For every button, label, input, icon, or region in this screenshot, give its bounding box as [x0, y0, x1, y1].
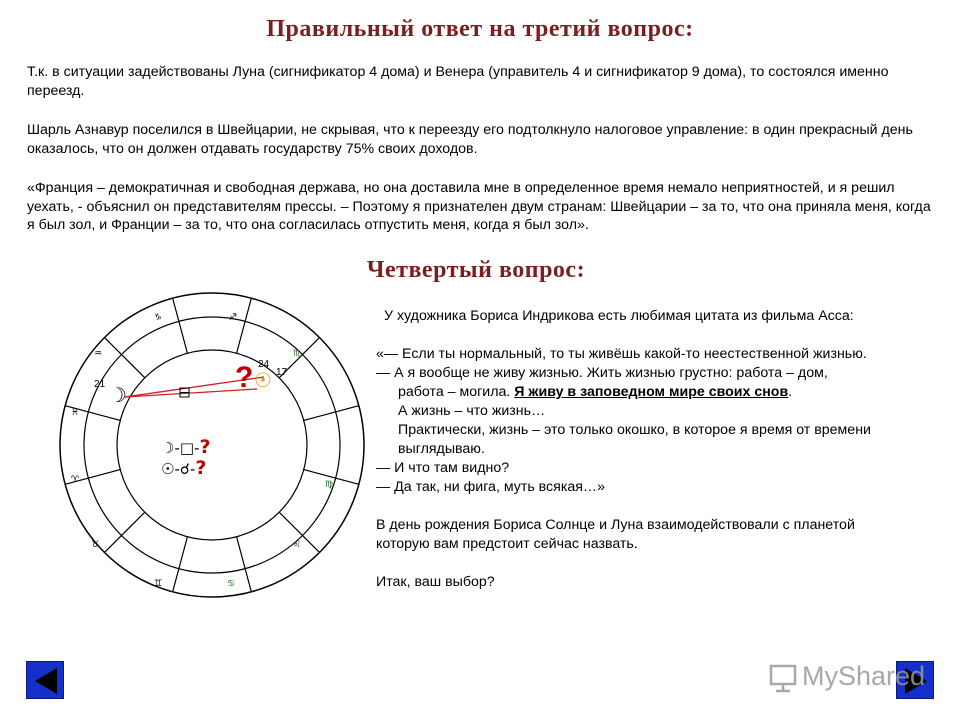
task-line-1: В день рождения Бориса Солнце и Луна взаимодействовали с планетой [376, 517, 855, 533]
arrow-left-icon [27, 662, 65, 700]
question-text [376, 307, 946, 592]
house-divider-line [237, 537, 252, 592]
aquarius-sign-icon: ♒ [94, 349, 103, 359]
quote-line-3-start: работа – могила. [398, 384, 515, 400]
watermark [768, 656, 925, 696]
previous-slide-button[interactable] [26, 661, 64, 699]
leo-sign-icon: ♌ [293, 540, 302, 550]
question-mark: ? [195, 457, 207, 479]
sun-icon: ☉ [161, 460, 175, 478]
conjunction-aspect-icon: -☌- [174, 460, 196, 478]
quote-line-3 [376, 383, 946, 402]
house-divider-line [105, 338, 145, 378]
quote-line-6: выглядываю. [398, 441, 485, 457]
task-question: Итак, ваш выбор? [376, 574, 495, 590]
unknown-degree: 24 [258, 359, 270, 370]
house-divider-line [237, 298, 252, 353]
house-divider-line [105, 512, 145, 552]
moon-degree: 21 [94, 379, 106, 390]
answer-paragraph-1: Т.к. в ситуации задействованы Луна (сигнификатор 4 дома) и Венера (управитель 4 и сигнификатор 9 дома), то состоялся именно переезд. [27, 64, 889, 99]
quote-line-7: — И что там видно? [376, 460, 510, 476]
quote-underlined-phrase: Я живу в заповедном мире своих снов [514, 384, 789, 400]
quote-line-1: «— Если ты нормальный, то ты живёшь какой-то неестественной жизнью. [376, 346, 867, 362]
capricorn-sign-icon: ♑ [154, 313, 163, 323]
aries-sign-icon: ♈ [71, 475, 80, 485]
answer-title: Правильный ответ на третий вопрос: [266, 16, 694, 42]
gemini-sign-icon: ♊ [154, 579, 163, 589]
square-aspect-icon: -□- [174, 439, 200, 457]
unknown-planet-mark: ? [235, 361, 254, 394]
quote-line-4: А жизнь – что жизнь… [398, 403, 546, 419]
horoscope-chart [57, 290, 367, 600]
sagittarius-sign-icon: ♐ [229, 313, 238, 323]
moon-icon: ☽ [161, 439, 175, 457]
task-line-2: которую вам предстоит сейчас назвать. [376, 536, 638, 552]
question-title: Четвертый вопрос: [366, 257, 586, 283]
quote-line-5: Практически, жизнь – это только окошко, в которое я время от времени [398, 422, 871, 438]
presentation-icon [768, 663, 798, 693]
house-divider-line [173, 298, 188, 353]
virgo-sign-icon: ♍ [325, 480, 334, 490]
quote-line-3-end: . [788, 384, 793, 400]
cancer-sign-icon: ♋ [227, 579, 236, 589]
house-divider-line [304, 406, 359, 421]
answer-paragraph-3: «Франция – демократичная и свободная держава, но она доставила мне в определенное время немало неприятностей, и я решил уехать, - объяснил он представителям прессы. – Поэтому я признателен двум странам: Швейцарии – за то, что она приняла меня, когда я был зол, и Франции – за то, что она согласилась отпустить меня, когда я был зол». [27, 180, 931, 233]
pisces-sign-icon: ♓ [71, 408, 80, 418]
question-mark: ? [199, 436, 211, 458]
house-dividers [65, 298, 359, 592]
sun-glyph-icon: ☉ [254, 368, 272, 392]
scorpio-sign-icon: ♏ [293, 349, 302, 359]
watermark-text: MyShared [802, 661, 926, 691]
aspect-sun-conjunction [161, 457, 206, 479]
quote-line-8: — Да так, ни фига, муть всякая…» [376, 479, 605, 495]
moon-glyph-icon: ☽ [109, 383, 127, 407]
aspect-moon-square [161, 436, 210, 458]
question-intro: У художника Бориса Индрикова есть любимая цитата из фильма Асса: [384, 308, 854, 324]
taurus-sign-icon: ♉ [91, 540, 100, 550]
sun-degree: 17 [276, 367, 288, 378]
answer-paragraph-2: Шарль Азнавур поселился в Швейцарии, не скрывая, что к переезду его подтолкнуло налоговое управление: в один прекрасный день оказалось, что он должен отдавать государству 75% своих доходов. [27, 122, 913, 157]
quote-line-2: — А я вообще не живу жизнью. Жить жизнью грустно: работа – дом, [376, 365, 828, 381]
house-divider-line [173, 537, 188, 592]
inner-ring [117, 350, 307, 540]
